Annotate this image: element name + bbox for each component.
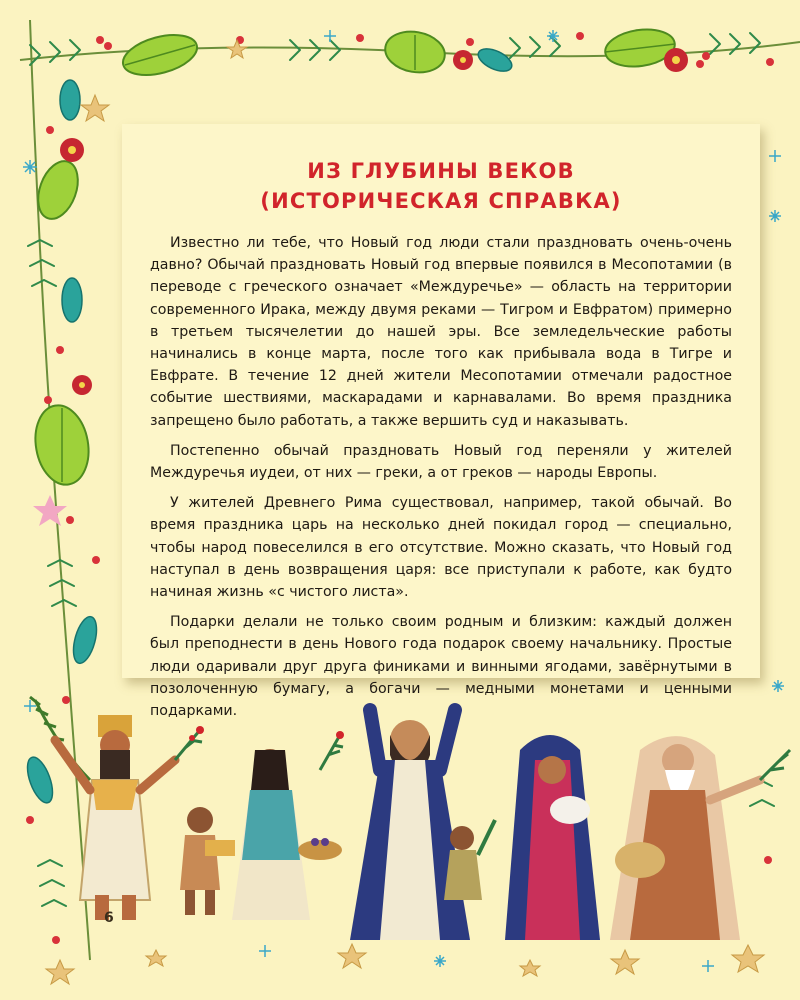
figure-mother-baby <box>505 735 600 940</box>
paragraph: Постепенно обычай праздновать Новый год переняли у жителей Междуречья иудеи, от них — греки, а от греков — народы Европы. <box>150 442 732 482</box>
heading-line-1: ИЗ ГЛУБИНЫ ВЕКОВ <box>307 159 575 183</box>
paragraph: Подарки делали не только своим родным и близким: каждый должен был преподнести в день Нового года подарок своему начальнику. Простые люди одаривали друг друга финиками и винными ягодами, завёрнутыми в позолоченную бумагу, а богачи — медными монетами и ценными подарками. <box>150 614 732 720</box>
figure-elder <box>610 736 790 940</box>
figure-king <box>55 715 175 920</box>
text-panel <box>122 124 760 720</box>
mesopotamian-procession-illustration <box>0 690 800 950</box>
heading-line-2: (ИСТОРИЧЕСКАЯ СПРАВКА) <box>260 189 622 213</box>
figure-child <box>180 807 235 915</box>
paragraph: Известно ли тебе, что Новый год люди стали праздновать очень-очень давно? Обычай праздновать Новый год впервые появился в Месопотамии (в переводе с греческого означает «Междуречье» — область на территории современного Ирака, между двумя реками — Тигром и Евфратом) примерно в третьем тысячелетии до нашей эры. Все земледельческие работы начинались в конце марта, после того как прибывала вода в Тигре и Евфрате. В течение 12 дней жители Месопотамии отмечали радостное событие шествиями, маскарадами и карнавалами. Во время праздника запрещено было работать, а также вершить суд и наказывать. <box>150 235 732 429</box>
article-body <box>150 232 732 730</box>
figure-running-child <box>444 820 495 900</box>
paragraph: У жителей Древнего Рима существовал, например, такой обычай. Во время праздника царь на несколько дней покидал город — специально, чтобы народ повеселился в его отсутствие. Можно сказать, что Новый год наступал в день возвращения царя: все приступали к работе, как будто начиная жизнь «с чистого листа». <box>150 495 732 601</box>
figure-woman-basket <box>232 749 342 920</box>
figure-man-arms-raised <box>350 710 470 940</box>
page-number: 6 <box>104 910 114 926</box>
